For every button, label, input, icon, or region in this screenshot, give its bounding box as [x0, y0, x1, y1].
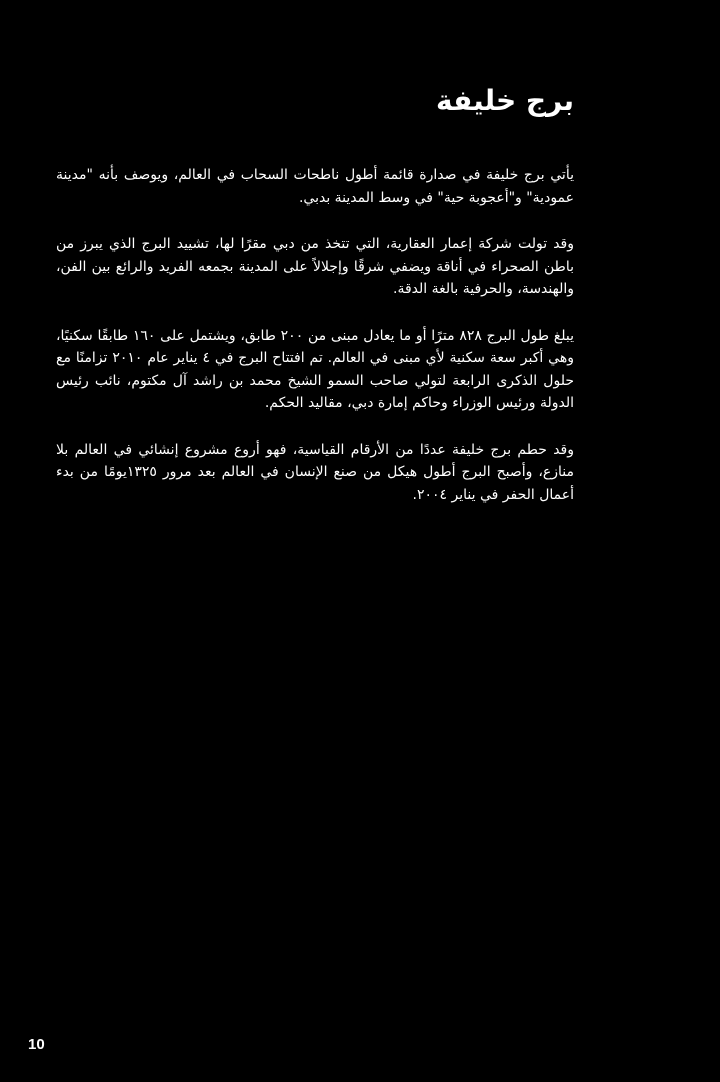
- page-number: 10: [28, 1036, 45, 1053]
- paragraph-developer: وقد تولت شركة إعمار العقارية، التي تتخذ من دبي مقرًا لها، تشييد البرج الذي يبرز من باطن الصحراء في أناقة ويضفي شرقًا وإجلالاً على المدينة بجمعه الفريد والرائع بين الفن، والهندسة، والحرفية بالغة الدقة.: [56, 236, 574, 297]
- paragraph-height: يبلغ طول البرج ٨٢٨ مترًا أو ما يعادل مبنى من ٢٠٠ طابق، ويشتمل على ١٦٠ طابقًا سكنيًا، وهي أكبر سعة سكنية لأي مبنى في العالم. تم افتتاح البرج في ٤ يناير عام ٢٠١٠ تزامنًا مع حلول الذكرى الرابعة لتولي صاحب السمو الشيخ محمد بن راشد آل مكتوم، نائب رئيس الدولة ورئيس الوزراء وحاكم إمارة دبي، مقاليد الحكم.: [56, 327, 575, 411]
- article-body: [56, 78, 574, 530]
- paragraph-intro: يأتي برج خليفة في صدارة قائمة أطول ناطحات السحاب في العالم، ويوصف بأنه "مدينة عمودية" و"أعجوبة حية" في وسط المدينة بدبي.: [56, 167, 574, 206]
- article-title: برج خليفة: [435, 84, 574, 117]
- paragraph-records: وقد حطم برج خليفة عددًا من الأرقام القياسية، فهو أروع مشروع إنشائي في العالم بلا منازع، وأصبح البرج أطول هيكل من صنع الإنسان في العالم بعد مرور ١٣٢٥يومًا من بدء أعمال الحفر في يناير ٢٠٠٤.: [56, 441, 575, 503]
